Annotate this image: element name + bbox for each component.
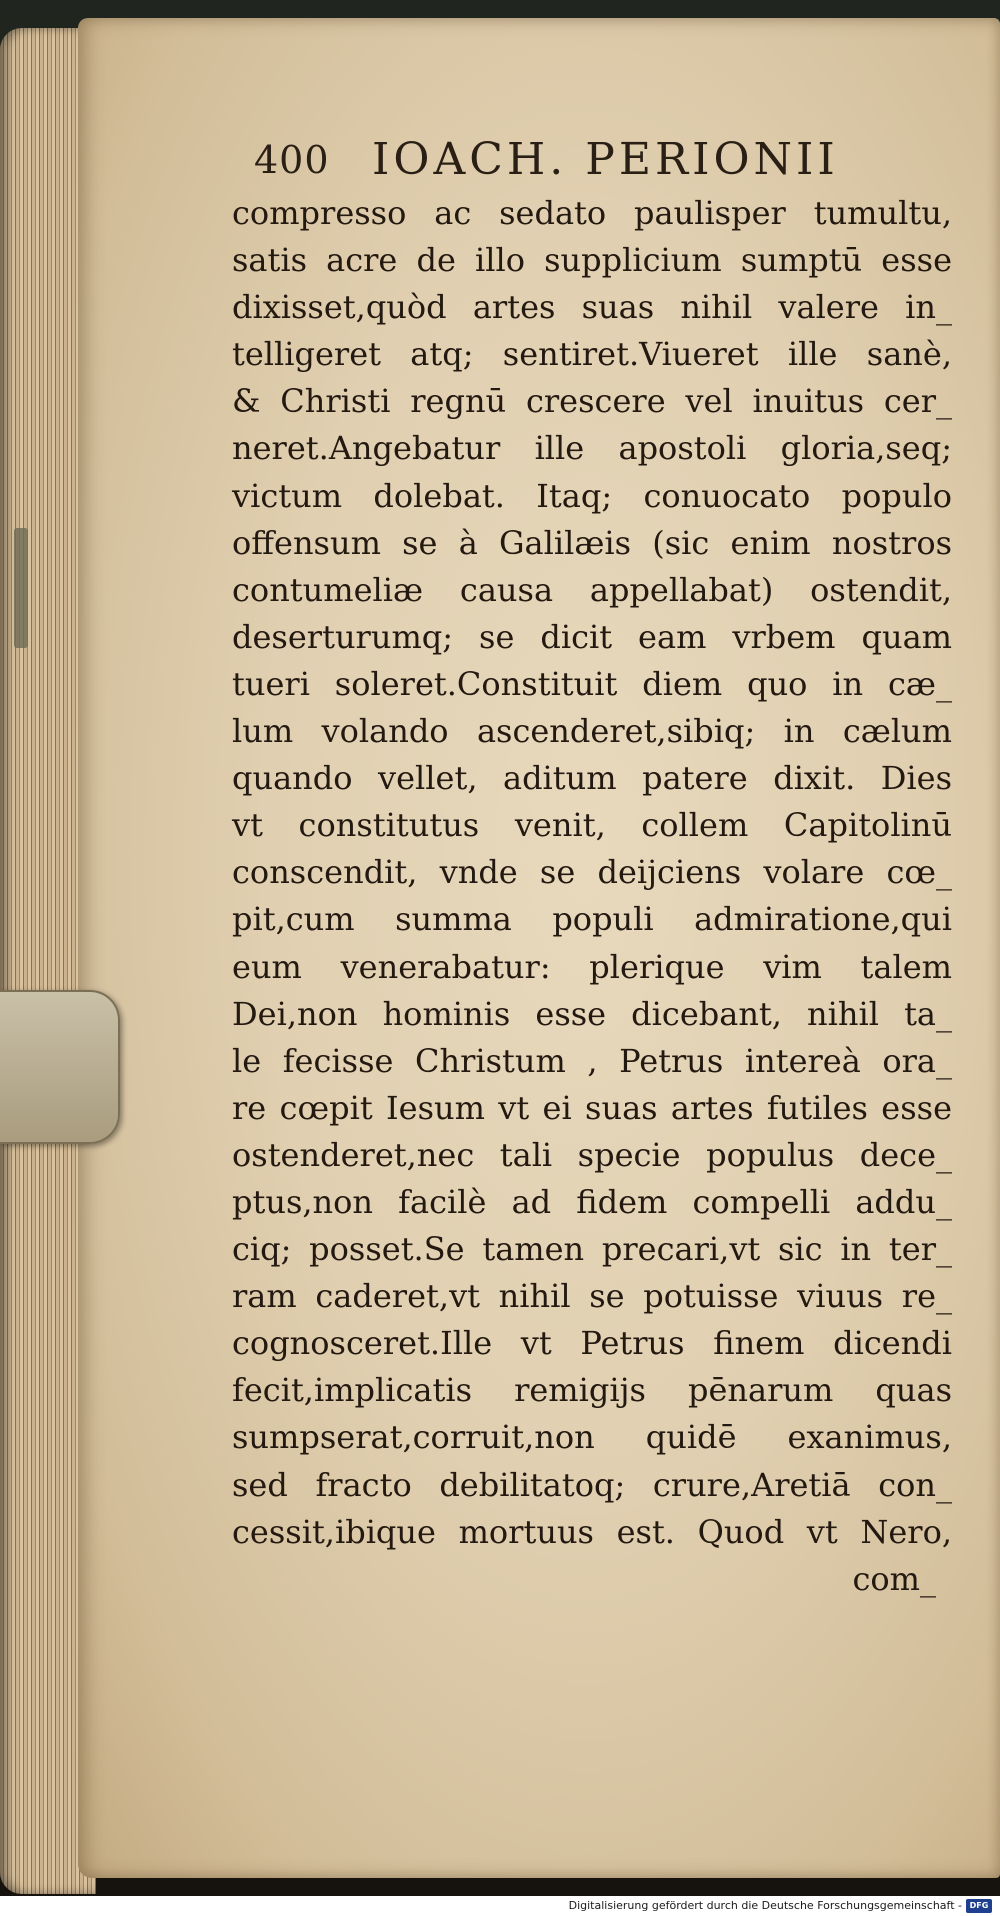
text-line: victum dolebat. Itaq; conuocato populo — [232, 476, 952, 515]
text-line: quando vellet, aditum patere dixit. Dies — [232, 759, 952, 798]
page-number: 400 — [254, 138, 330, 182]
page-edge-tab — [14, 528, 28, 648]
text-line: ciq; posset.Se tamen precari,vt sic in ter_ — [232, 1230, 952, 1269]
text-line: sumpserat,corruit,non quidē exanimus, — [232, 1418, 952, 1457]
text-line: lum volando ascenderet,sibiq; in cælum — [232, 712, 952, 751]
text-line: offensum se à Galilæis (sic enim nostros — [232, 523, 952, 562]
text-line: re cœpit Iesum vt ei suas artes futiles esse — [232, 1088, 952, 1127]
body-text — [232, 190, 952, 1603]
text-line: cessit,ibique mortuus est. Quod vt Nero, — [232, 1512, 952, 1551]
text-line: satis acre de illo supplicium sumptū esse — [232, 241, 952, 280]
text-line: dixisset,quòd artes suas nihil valere in_ — [232, 288, 952, 327]
text-line: Dei,non hominis esse dicebant, nihil ta_ — [232, 994, 952, 1033]
funding-credit: Digitalisierung gefördert durch die Deutsche Forschungsgemeinschaft - — [568, 1899, 962, 1912]
running-head — [232, 130, 952, 190]
text-line: sed fracto debilitatoq; crure,Aretiā con_ — [232, 1465, 952, 1504]
text-line: eum venerabatur: plerique vim talem — [232, 947, 952, 986]
text-line: vt constitutus venit, collem Capitolinū — [232, 806, 952, 845]
text-line: ostenderet,nec tali specie populus dece_ — [232, 1135, 952, 1174]
running-head-title: IOACH. PERIONII — [372, 134, 839, 185]
text-line: contumeliæ causa appellabat) ostendit, — [232, 570, 952, 609]
text-line: fecit,implicatis remigijs pēnarum quas — [232, 1371, 952, 1410]
text-line: cognosceret.Ille vt Petrus finem dicendi — [232, 1324, 952, 1363]
text-line: deserturumq; se dicit eam vrbem quam — [232, 617, 952, 656]
dfg-logo: DFG — [966, 1899, 992, 1913]
text-line: pit,cum summa populi admiratione,qui — [232, 900, 952, 939]
text-line: ram caderet,vt nihil se potuisse viuus re_ — [232, 1277, 952, 1316]
text-line: le fecisse Christum , Petrus intereà ora_ — [232, 1041, 952, 1080]
text-line: compresso ac sedato paulisper tumultu, — [232, 194, 952, 232]
text-line: tueri soleret.Constituit diem quo in cæ_ — [232, 664, 952, 703]
page-text-block — [232, 130, 952, 1603]
text-line: conscendit, vnde se deijciens volare cœ_ — [232, 853, 952, 892]
text-line: & Christi regnū crescere vel inuitus cer_ — [232, 382, 952, 421]
text-line: neret.Angebatur ille apostoli gloria,seq; — [232, 429, 952, 468]
footer-bar — [0, 1896, 1000, 1916]
text-line: ptus,non facilè ad fidem compelli addu_ — [232, 1182, 952, 1221]
book-clasp — [0, 990, 120, 1144]
text-line: telligeret atq; sentiret.Viueret ille sanè, — [232, 335, 952, 374]
catchword: com_ — [852, 1559, 936, 1598]
